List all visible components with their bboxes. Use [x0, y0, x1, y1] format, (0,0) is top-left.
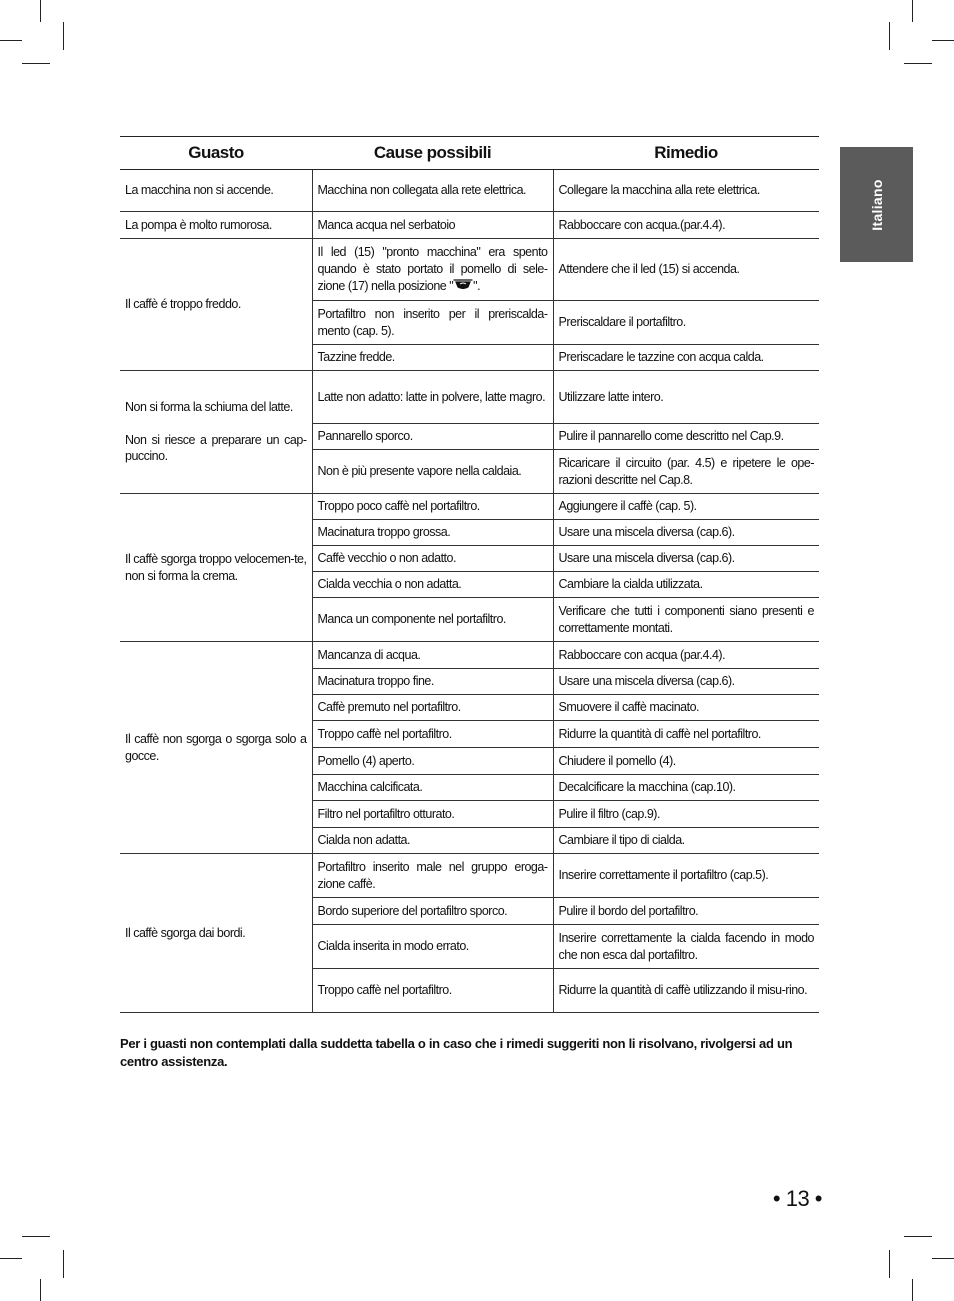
cause-cell — [312, 598, 553, 642]
cause-text: Filtro nel portafiltro otturato. — [317, 806, 455, 821]
cause-cell — [312, 572, 553, 598]
remedy-cell: Utilizzare latte intero. — [553, 371, 819, 424]
table-row — [120, 170, 819, 212]
crop-mark — [904, 1236, 932, 1237]
remedy-cell: Cambiare la cialda utilizzata. — [553, 572, 819, 598]
header-cause: Cause possibili — [312, 137, 553, 170]
crop-mark — [0, 1258, 22, 1259]
remedy-cell: Preriscadare le tazzine con acqua calda. — [553, 345, 819, 371]
header-rimedio: Rimedio — [553, 137, 819, 170]
cause-text: Macchina non collegata alla rete elettrica. — [317, 183, 526, 198]
table-row — [120, 642, 819, 669]
remedy-cell: Ridurre la quantità di caffè nel portafiltro. — [553, 721, 819, 748]
cause-cell — [312, 371, 553, 424]
crop-mark — [932, 40, 954, 41]
remedy-cell: Decalcificare la macchina (cap.10). — [553, 775, 819, 801]
footer-note: Per i guasti non contemplati dalla suddetta tabella o in caso che i rimedi suggeriti non li risolvano, rivolgersi ad un centro assistenza. — [120, 1036, 793, 1070]
remedy-cell: Ridurre la quantità di caffè utilizzando il misu-rino. — [553, 969, 819, 1013]
cause-text: Cialda vecchia o non adatta. — [317, 577, 462, 592]
cause-cell — [312, 969, 553, 1013]
remedy-cell: Ricaricare il circuito (par. 4.5) e ripetere le ope-razioni descritte nel Cap.8. — [553, 450, 819, 494]
cause-cell — [312, 301, 553, 345]
remedy-cell: Usare una miscela diversa (cap.6). — [553, 546, 819, 572]
fault-cell — [120, 170, 312, 212]
cause-cell — [312, 695, 553, 721]
cause-cell — [312, 212, 553, 239]
cause-text: Il led (15) "pronto macchina" era spento quando è stato portato il pomello di sele-zione (17) nella posizione " — [317, 245, 548, 293]
remedy-cell: Pulire il bordo del portafiltro. — [553, 898, 819, 925]
crop-mark — [22, 63, 50, 64]
cause-cell — [312, 748, 553, 775]
crop-mark — [904, 63, 932, 64]
fault-text: La pompa è molto rumorosa. — [125, 217, 272, 232]
language-label: Italiano — [868, 178, 885, 231]
cause-text: Manca acqua nel serbatoio — [317, 217, 456, 232]
cause-text: Pomello (4) aperto. — [317, 753, 415, 768]
cause-text: Troppo caffè nel portafiltro. — [317, 726, 452, 741]
remedy-cell: Collegare la macchina alla rete elettrica. — [553, 170, 819, 212]
remedy-cell: Inserire correttamente il portafiltro (cap.5). — [553, 854, 819, 898]
cause-text: Macinatura troppo fine. — [317, 674, 434, 689]
remedy-cell: Inserire correttamente la cialda facendo in modo che non esca dal portafiltro. — [553, 925, 819, 969]
fault-text: Non si forma la schiuma del latte. — [125, 399, 293, 414]
cause-cell — [312, 721, 553, 748]
crop-mark — [40, 1279, 41, 1301]
troubleshooting-table — [120, 136, 819, 1013]
cause-text: Cialda inserita in modo errato. — [317, 939, 469, 954]
coffee-cup-icon — [453, 279, 473, 291]
cause-text: Pannarello sporco. — [317, 429, 413, 444]
cause-text: Caffè premuto nel portafiltro. — [317, 700, 461, 715]
table-header-row — [120, 137, 819, 170]
cause-text: Portafiltro inserito male nel gruppo eroga-zione caffè. — [317, 859, 548, 891]
remedy-cell: Attendere che il led (15) si accenda. — [553, 239, 819, 301]
table-row — [120, 239, 819, 301]
remedy-cell: Pulire il filtro (cap.9). — [553, 801, 819, 828]
table-row — [120, 854, 819, 898]
table-row — [120, 494, 819, 520]
cause-cell — [312, 925, 553, 969]
cause-text-suffix: ". — [473, 278, 481, 293]
cause-cell — [312, 669, 553, 695]
cause-cell — [312, 239, 553, 301]
page-number: • 13 • — [772, 1186, 822, 1211]
cause-text: Non è più presente vapore nella caldaia. — [317, 464, 522, 479]
crop-mark — [40, 0, 41, 22]
cause-cell — [312, 170, 553, 212]
cause-cell — [312, 898, 553, 925]
cause-text: Latte non adatto: latte in polvere, latte magro. — [317, 389, 546, 404]
fault-text: Il caffè sgorga dai bordi. — [125, 925, 246, 940]
cause-cell — [312, 642, 553, 669]
fault-text: Il caffè é troppo freddo. — [125, 297, 241, 312]
cause-cell — [312, 828, 553, 854]
cause-text: Macchina calcificata. — [317, 780, 423, 795]
crop-mark — [0, 40, 22, 41]
cause-text: Tazzine fredde. — [317, 350, 395, 365]
crop-mark — [63, 1250, 64, 1278]
cause-text: Caffè vecchio o non adatto. — [317, 551, 456, 566]
fault-cell — [120, 642, 312, 854]
cause-text: Troppo poco caffè nel portafiltro. — [317, 499, 480, 514]
cause-text: Portafiltro non inserito per il preriscalda-mento (cap. 5). — [317, 306, 548, 338]
language-tab — [840, 147, 913, 262]
crop-mark — [22, 1236, 50, 1237]
fault-cell — [120, 371, 312, 494]
header-guasto: Guasto — [120, 137, 312, 170]
fault-cell — [120, 494, 312, 642]
crop-mark — [912, 0, 913, 22]
remedy-cell: Pulire il pannarello come descritto nel Cap.9. — [553, 424, 819, 450]
fault-text: Il caffè sgorga troppo velocemen-te, non si forma la crema. — [125, 551, 307, 583]
table-row — [120, 212, 819, 239]
fault-cell — [120, 854, 312, 1013]
crop-mark — [63, 22, 64, 50]
cause-text: Cialda non adatta. — [317, 833, 410, 848]
remedy-cell: Chiudere il pomello (4). — [553, 748, 819, 775]
cause-cell — [312, 854, 553, 898]
fault-cell — [120, 239, 312, 371]
cause-cell — [312, 801, 553, 828]
crop-mark — [932, 1258, 954, 1259]
cause-cell — [312, 494, 553, 520]
cause-cell — [312, 450, 553, 494]
cause-cell — [312, 775, 553, 801]
cause-text: Manca un componente nel portafiltro. — [317, 612, 506, 627]
fault-text: Il caffè non sgorga o sgorga solo a gocce. — [125, 731, 307, 763]
remedy-cell: Verificare che tutti i componenti siano presenti e correttamente montati. — [553, 598, 819, 642]
remedy-cell: Aggiungere il caffè (cap. 5). — [553, 494, 819, 520]
remedy-cell: Rabboccare con acqua.(par.4.4). — [553, 212, 819, 239]
remedy-cell: Cambiare il tipo di cialda. — [553, 828, 819, 854]
remedy-cell: Usare una miscela diversa (cap.6). — [553, 520, 819, 546]
cause-text: Bordo superiore del portafiltro sporco. — [317, 903, 508, 918]
cause-text: Troppo caffè nel portafiltro. — [317, 983, 452, 998]
crop-mark — [912, 1279, 913, 1301]
cause-cell — [312, 424, 553, 450]
crop-mark — [889, 1250, 890, 1278]
table-row — [120, 371, 819, 424]
cause-text: Macinatura troppo grossa. — [317, 525, 451, 540]
remedy-cell: Smuovere il caffè macinato. — [553, 695, 819, 721]
cause-cell — [312, 520, 553, 546]
fault-text: Non si riesce a preparare un cap-puccino. — [125, 432, 307, 464]
remedy-cell: Usare una miscela diversa (cap.6). — [553, 669, 819, 695]
cause-text: Mancanza di acqua. — [317, 647, 421, 662]
cause-cell — [312, 345, 553, 371]
fault-cell — [120, 212, 312, 239]
remedy-cell: Preriscaldare il portafiltro. — [553, 301, 819, 345]
remedy-cell: Rabboccare con acqua (par.4.4). — [553, 642, 819, 669]
cause-cell — [312, 546, 553, 572]
crop-mark — [889, 22, 890, 50]
fault-text: La macchina non si accende. — [125, 183, 274, 198]
